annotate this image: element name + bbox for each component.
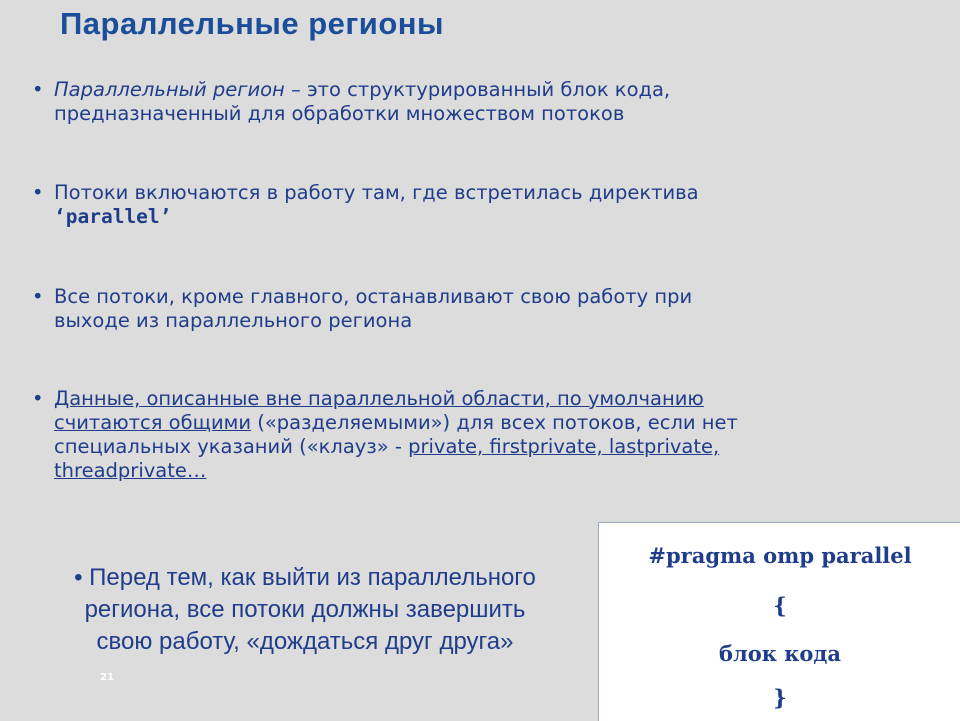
bullet-dot: • [32, 285, 44, 308]
bullet-text-line2: предназначенный для обработки множеством потоков [54, 102, 625, 125]
bullet-text [54, 285, 892, 333]
note-line3: свою работу, «дождаться друг друга» [96, 628, 514, 655]
link-private-clauses[interactable]: private, firstprivate, lastprivate, [408, 435, 720, 458]
bullet-text-line2: выходе из параллельного региона [54, 309, 413, 332]
code-line-pragma: #pragma omp parallel [648, 543, 912, 568]
bullet-shared-data [32, 387, 892, 483]
term-parallel-region: Параллельный регион [54, 78, 285, 101]
bullet-text-line1: Все потоки, кроме главного, останавливают свою работу при [54, 285, 693, 308]
page-number: 21 [100, 672, 114, 683]
code-line-open-brace: { [773, 593, 787, 618]
link-threadprivate[interactable]: threadprivate… [54, 459, 207, 482]
note-line2: региона, все потоки должны завершить [84, 596, 526, 623]
bullet-parallel-region [32, 78, 892, 126]
bullet-dot: • [32, 387, 44, 410]
bullet-threads-stop [32, 285, 892, 333]
bullet-dot: • [32, 78, 44, 101]
slide-title: Параллельные регионы [60, 6, 444, 41]
link-shared-by-default[interactable]: считаются общими [54, 411, 252, 434]
bullet-text-clauses: специальных указаний («клауз» - [54, 435, 409, 458]
note-line1: • Перед тем, как выйти из параллельного [74, 564, 536, 591]
bullet-text-line1: Потоки включаются в работу там, где встретилась директива [54, 181, 699, 204]
bullet-dot: • [32, 181, 44, 204]
bullet-text [54, 181, 892, 229]
directive-parallel: ‘parallel’ [54, 205, 172, 228]
bullet-text [54, 387, 892, 483]
bullet-threads-start [32, 181, 892, 229]
bullet-text-mid: («разделяемыми») для всех потоков, если нет [251, 411, 738, 434]
barrier-note [40, 562, 570, 658]
code-line-close-brace: } [773, 685, 787, 710]
link-shared-data[interactable]: Данные, описанные вне параллельной области, по умолчанию [54, 387, 704, 410]
bullet-text-rest: – это структурированный блок кода, [284, 78, 671, 101]
code-line-block: блок кода [718, 641, 842, 666]
bullet-text [54, 78, 892, 126]
code-box [598, 522, 960, 721]
